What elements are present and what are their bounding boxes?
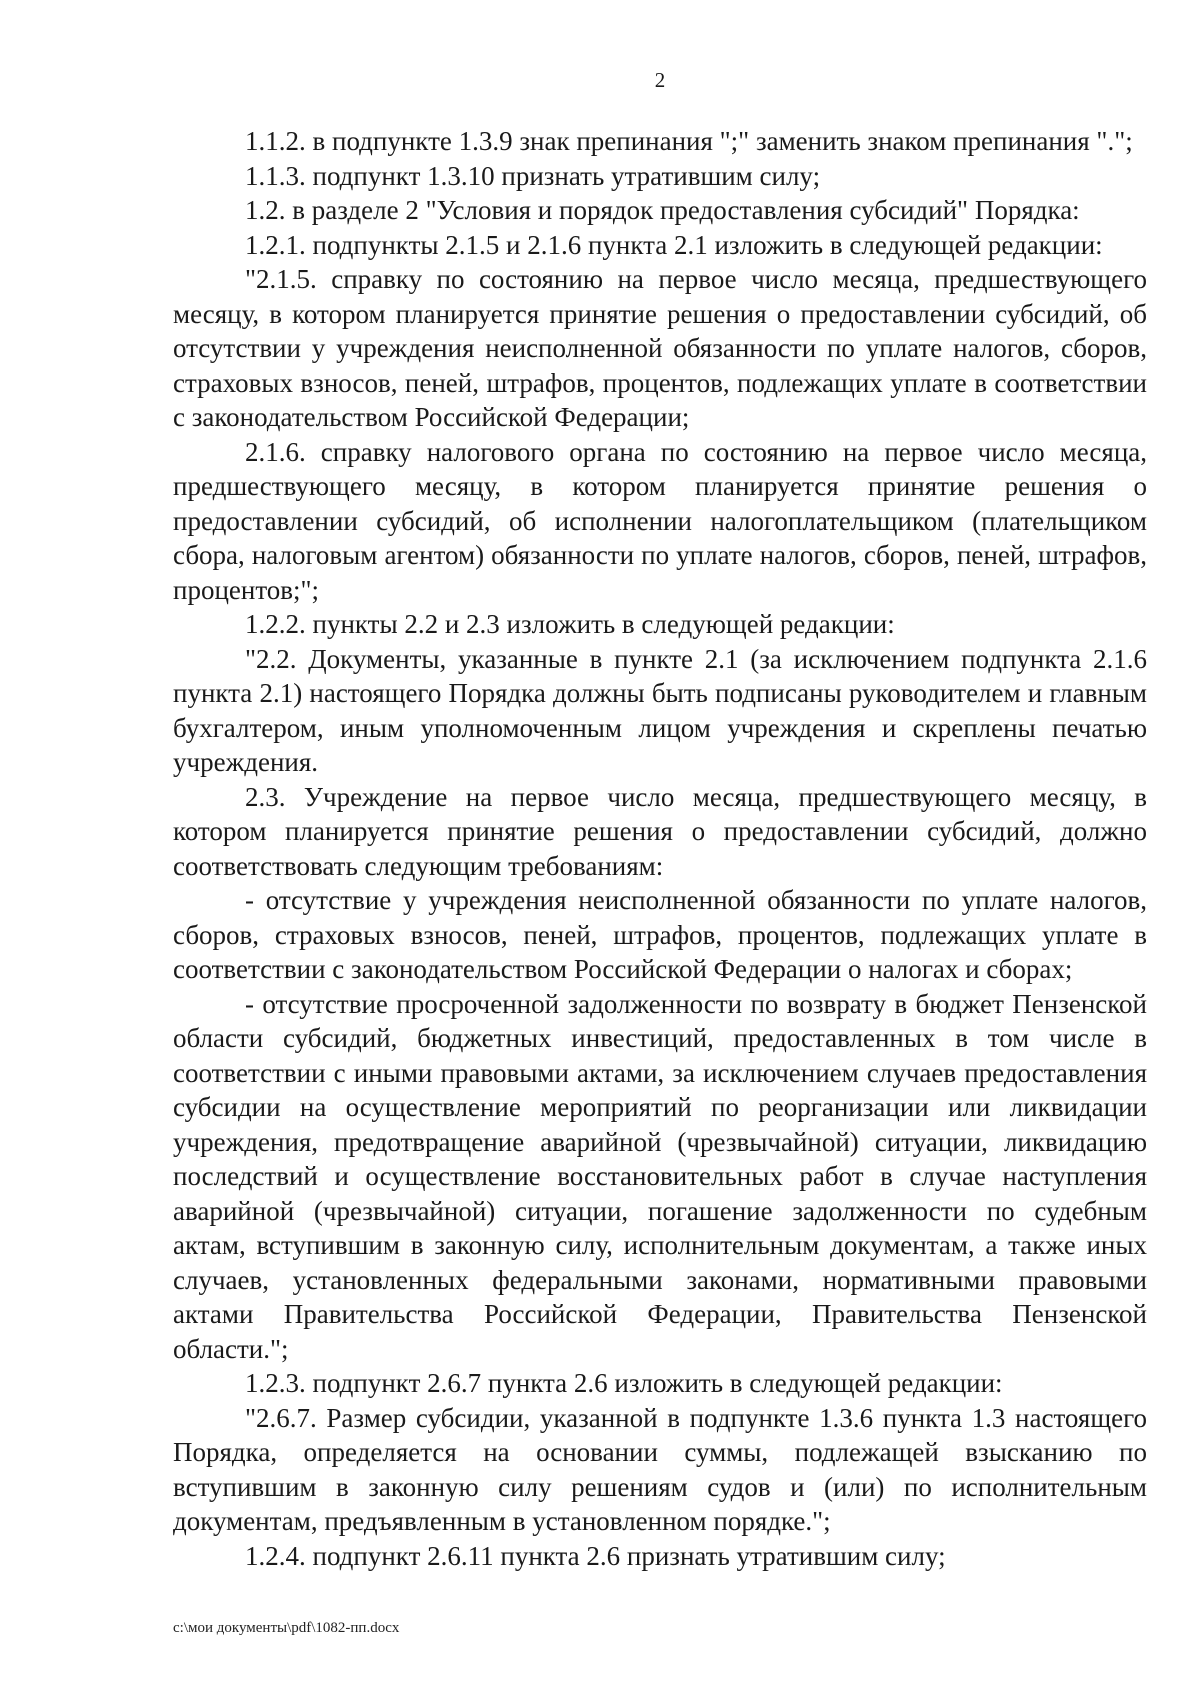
paragraph-2-1-5: "2.1.5. справку по состоянию на первое число месяца, предшествующего месяцу, в котором планируется принятие решения о предоставлении субсидий, об отсутствии у учреждения неисполненной обязанности по уплате налогов, сборов, страховых взносов, пеней, штрафов, процентов, подлежащих уплате в соответствии с законодательством Российской Федерации; [173,264,1147,432]
paragraph-1-1-2: 1.1.2. в подпункте 1.3.9 знак препинания ";" заменить знаком препинания "."; [245,126,1133,156]
paragraph-2-6-7: "2.6.7. Размер субсидии, указанной в подпункте 1.3.6 пункта 1.3 настоящего Порядка, определяется на основании суммы, подлежащей взысканию по вступившим в законную силу решениям судов и (или) по исполнительным документам, предъявленным в установленном порядке."; [173,1402,1147,1536]
requirement-item-1: - отсутствие у учреждения неисполненной обязанности по уплате налогов, сборов, страховых взносов, пеней, штрафов, процентов, подлежащих уплате в соответствии с законодательством Российской Федерации о налогах и сборах; [173,885,1147,984]
paragraph-1-2: 1.2. в разделе 2 "Условия и порядок предоставления субсидий" Порядка: [245,195,1080,225]
paragraph-2-1-6: 2.1.6. справку налогового органа по состоянию на первое число месяца, предшествующего месяцу, в котором планируется принятие решения о предоставлении субсидий, об исполнении налогоплательщиком (плательщиком сбора, налоговым агентом) обязанности по уплате налогов, сборов, пеней, штрафов, процентов;"; [173,436,1147,605]
paragraph-1-2-3: 1.2.3. подпункт 2.6.7 пункта 2.6 изложить в следующей редакции: [245,1368,1003,1398]
page-number: 2 [654,68,666,92]
requirement-item-2: - отсутствие просроченной задолженности по возврату в бюджет Пензенской области субсидий, бюджетных инвестиций, предоставленных в том числе в соответствии с иными правовыми актами, за исключением случаев предоставления субсидии на осуществление мероприятий по реорганизации или ликвидации учреждения, предотвращение аварийной (чрезвычайной) ситуации, ликвидацию последствий и осуществление восстановительных работ в случае наступления аварийной (чрезвычайной) ситуации, погашение задолженности по судебным актам, вступившим в законную силу, исполнительным документам, а также иных случаев, установленных федеральными законами, нормативными правовыми актами Правительства Российской Федерации, Правительства Пензенской области."; [173,988,1147,1364]
paragraph-1-1-3: 1.1.3. подпункт 1.3.10 признать утратившим силу; [245,160,821,191]
paragraph-2-2: "2.2. Документы, указанные в пункте 2.1 (за исключением подпункта 2.1.6 пункта 2.1) настоящего Порядка должны быть подписаны руководителем и главным бухгалтером, иным уполномоченным лицом учреждения и скреплены печатью учреждения. [173,643,1147,777]
paragraph-1-2-4: 1.2.4. подпункт 2.6.11 пункта 2.6 признать утратившим силу; [245,1540,946,1571]
footer-file-path: c:\мои документы\pdf\1082-пп.docx [173,1620,400,1636]
paragraph-1-2-2: 1.2.2. пункты 2.2 и 2.3 изложить в следующей редакции: [245,609,895,639]
document-body [173,124,1147,1573]
paragraph-1-2-1: 1.2.1. подпункты 2.1.5 и 2.1.6 пункта 2.1 изложить в следующей редакции: [245,229,1103,260]
paragraph-2-3: 2.3. Учреждение на первое число месяца, предшествующего месяцу, в котором планируется принятие решения о предоставлении субсидий, должно соответствовать следующим требованиям: [173,781,1147,881]
